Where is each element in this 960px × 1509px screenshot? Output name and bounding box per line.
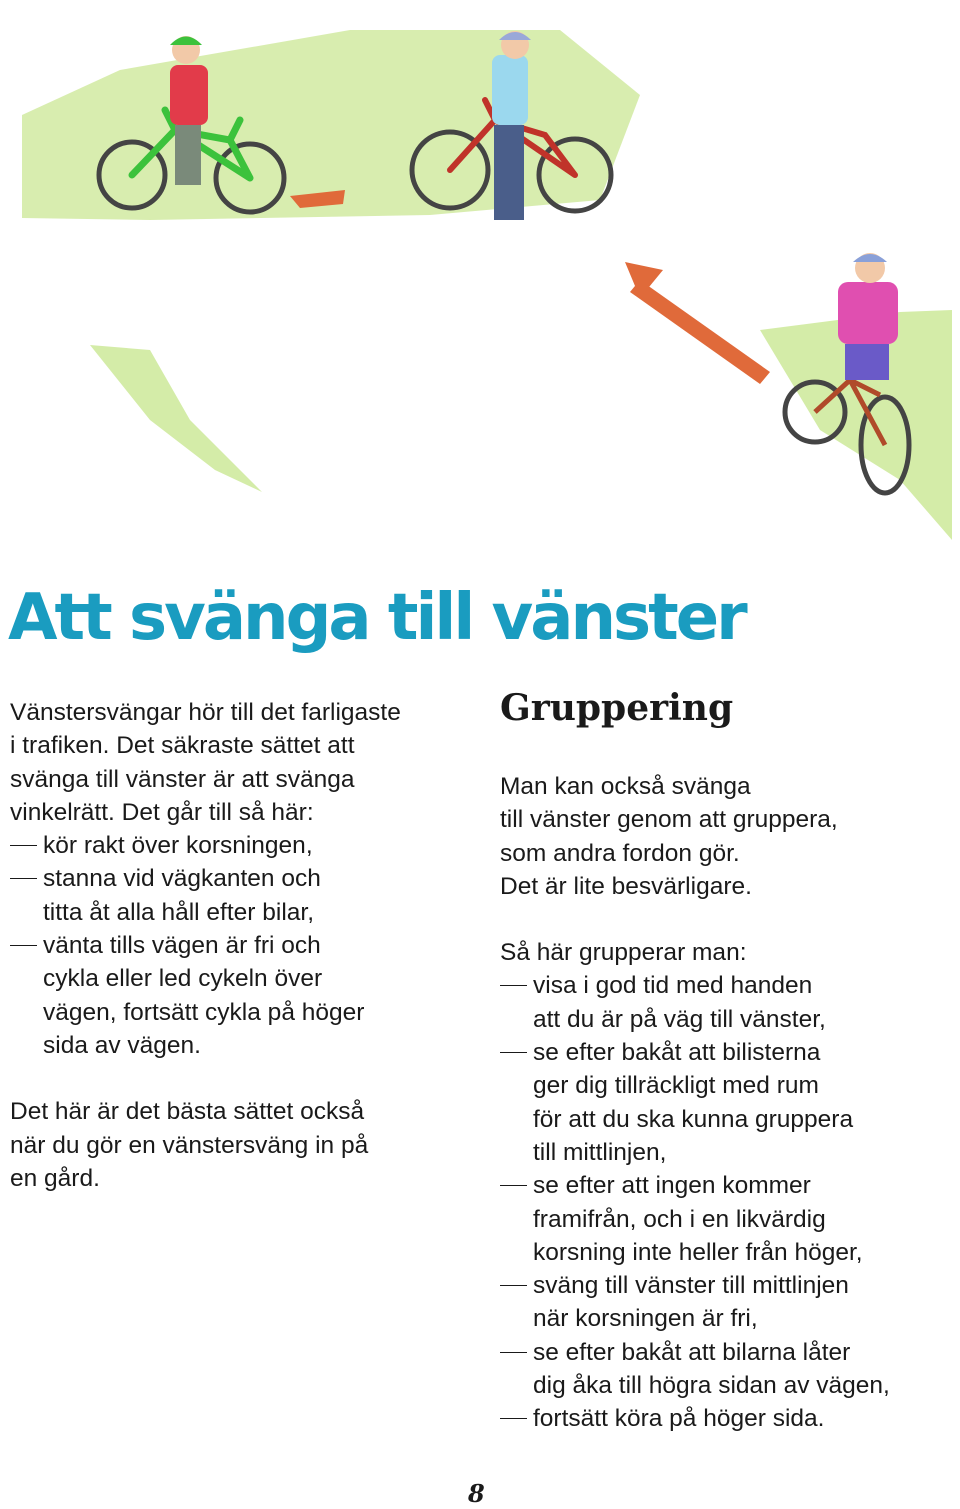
list-item-text: sida av vägen. <box>43 1031 201 1059</box>
list-item-text: sväng till vänster till mittlinjen <box>500 1269 950 1302</box>
list-item-text: titta åt alla håll efter bilar, <box>43 898 315 926</box>
list-item-text: fortsätt köra på höger sida. <box>500 1402 950 1435</box>
list-item <box>500 1336 950 1403</box>
list-item-text: framifrån, och i en likvärdig <box>533 1205 826 1233</box>
outro-paragraph <box>10 1095 480 1195</box>
turn-arrow-icon <box>625 262 770 384</box>
list-item <box>10 929 480 1062</box>
list-item-text: för att du ska kunna gruppera <box>533 1105 854 1133</box>
list-item <box>10 862 480 929</box>
list-item <box>500 1402 950 1435</box>
list-item <box>500 1269 950 1336</box>
list-item-text: se efter bakåt att bilisterna <box>500 1036 950 1069</box>
illustration <box>0 0 960 560</box>
list-item <box>500 969 950 1036</box>
text-line: när du gör en vänstersväng in på <box>10 1131 369 1159</box>
list-item <box>10 829 480 862</box>
text-line: Det är lite besvärligare. <box>500 872 752 900</box>
list-item-text: visa i god tid med handen <box>500 969 950 1002</box>
list-item-text: kör rakt över korsningen, <box>10 829 480 862</box>
intro-paragraph <box>10 696 480 829</box>
list-item-text: vägen, fortsätt cykla på höger <box>43 998 365 1026</box>
steps-list <box>500 969 950 1435</box>
text-line: Vänstersvängar hör till det farligaste <box>10 699 401 726</box>
text-line: Man kan också svänga <box>500 773 751 800</box>
list-item-text: till mittlinjen, <box>533 1138 667 1166</box>
grass-patch-top <box>22 30 640 220</box>
text-line: i trafiken. Det säkraste sättet att <box>10 732 355 760</box>
list-item-text: ger dig tillräckligt med rum <box>533 1072 819 1100</box>
list-item-text: stanna vid vägkanten och <box>10 862 480 895</box>
list-item <box>500 1036 950 1169</box>
text-line: till vänster genom att gruppera, <box>500 806 838 834</box>
list-item-text: vänta tills vägen är fri och <box>10 929 480 962</box>
left-column <box>10 696 480 1195</box>
steps-title: Så här grupperar man: <box>500 939 747 967</box>
text-line: som andra fordon gör. <box>500 839 740 867</box>
list-item-text: se efter att ingen kommer <box>500 1169 950 1202</box>
section-heading: Gruppering <box>500 687 734 729</box>
list-item-text: när korsningen är fri, <box>533 1305 758 1333</box>
text-line: en gård. <box>10 1164 100 1192</box>
list-item-text: dig åka till högra sidan av vägen, <box>533 1372 890 1400</box>
text-line: Det här är det bästa sättet också <box>10 1098 365 1126</box>
list-item-text: cykla eller led cykeln över <box>43 965 323 993</box>
steps-list <box>10 829 480 1062</box>
list-item-text: korsning inte heller från höger, <box>533 1238 863 1266</box>
right-column <box>500 688 950 1436</box>
list-item <box>500 1169 950 1269</box>
grass-patch-bottom-left <box>90 345 262 492</box>
page-number: 8 <box>468 1479 485 1508</box>
text-line: svänga till vänster är att svänga <box>10 765 355 793</box>
list-item-text: se efter bakåt att bilarna låter <box>500 1336 950 1369</box>
text-line: vinkelrätt. Det går till så här: <box>10 798 314 826</box>
page-title: Att svänga till vänster <box>8 581 745 655</box>
list-item-text: att du är på väg till vänster, <box>533 1005 826 1033</box>
intro-paragraph <box>500 770 950 903</box>
